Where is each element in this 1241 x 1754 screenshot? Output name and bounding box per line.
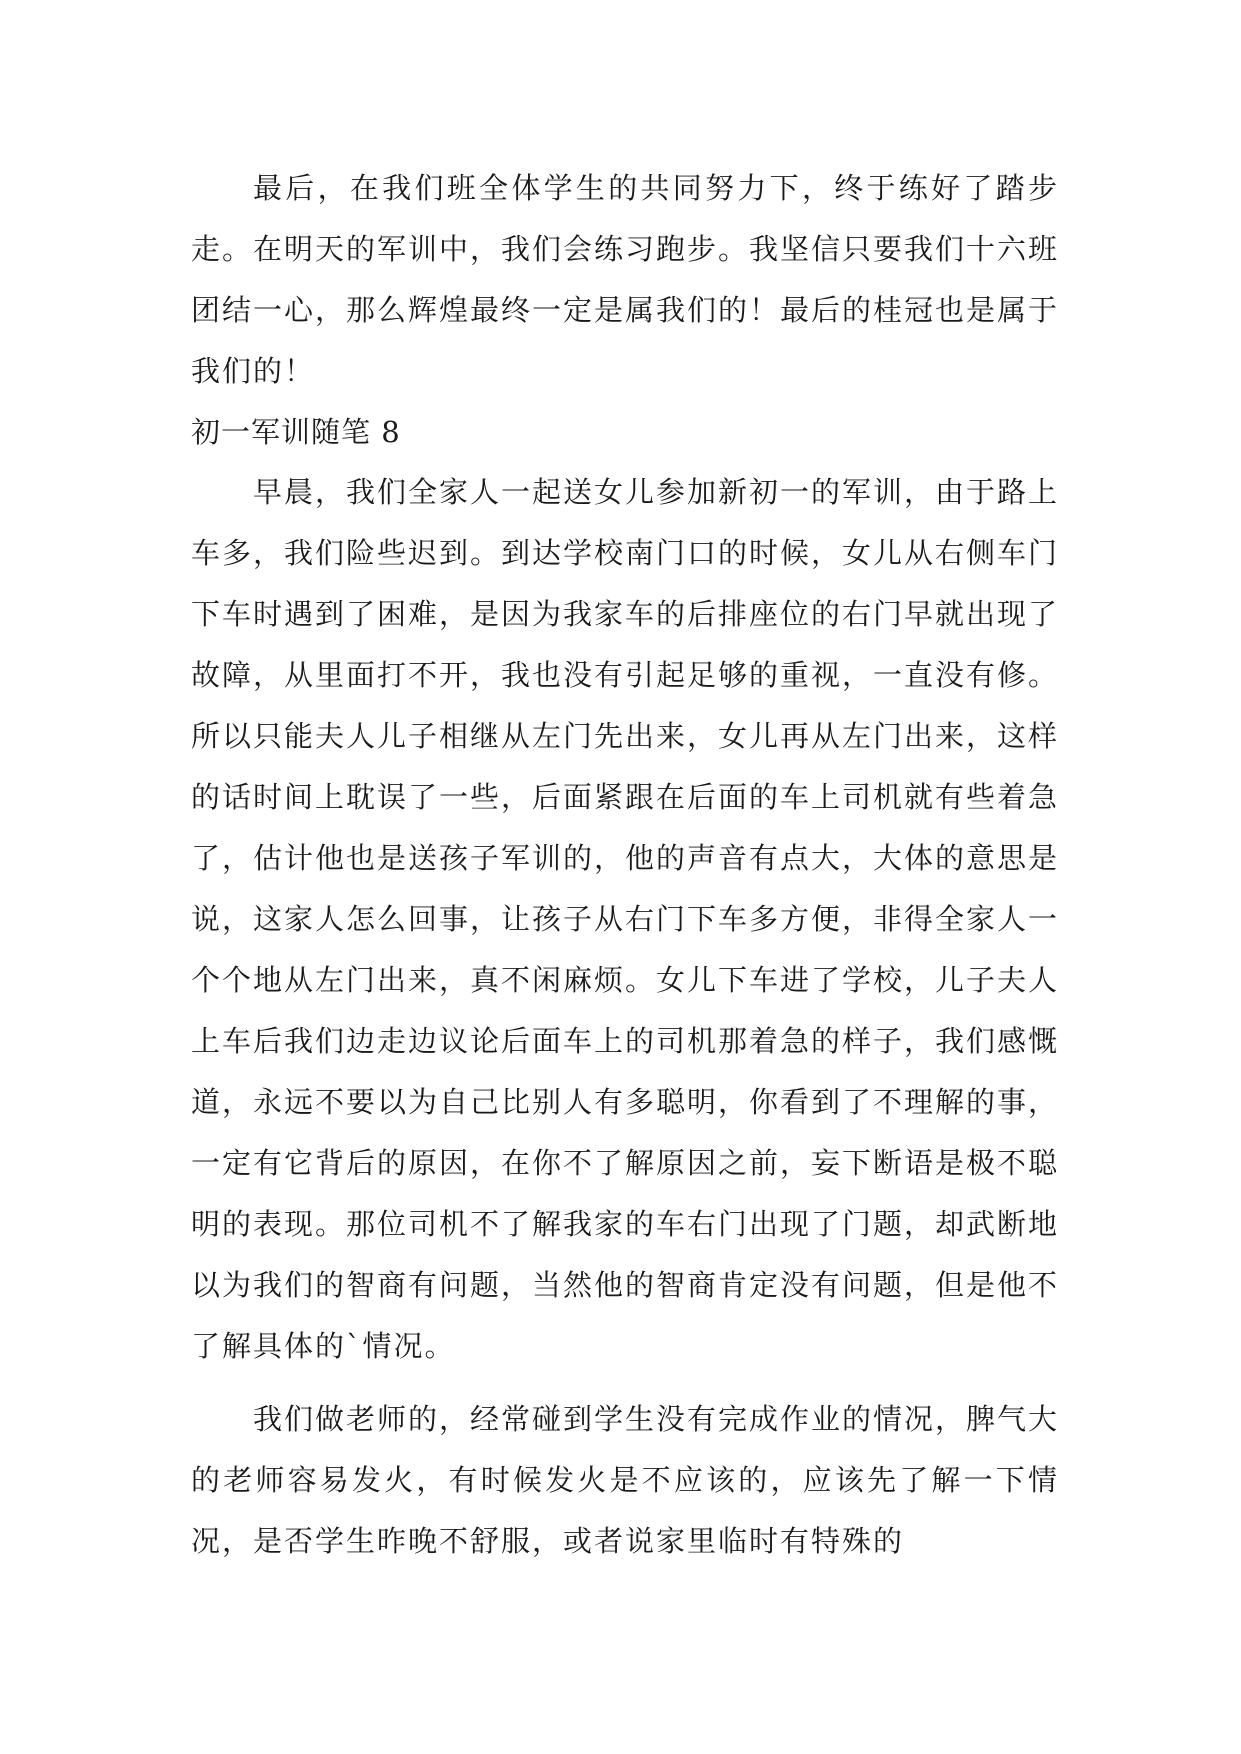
section-heading: 初一军训随笔 8 xyxy=(191,415,401,449)
paragraph-3: 我们做老师的，经常碰到学生没有完成作业的情况，脾气大的老师容易发火，有时候发火是不应该的，应该先了解一下情况，是否学生昨晚不舒服，或者说家里临时有特殊的 xyxy=(191,1402,1060,1558)
document-page xyxy=(191,158,1059,1572)
paragraph-gap xyxy=(191,1377,1059,1389)
paragraph-2: 早晨，我们全家人一起送女儿参加新初一的军训，由于路上车多，我们险些迟到。到达学校南门口的时候，女儿从右侧车门下车时遇到了困难，是因为我家车的后排座位的右门早就出现了故障，从里面打不开，我也没有引起足够的重视，一直没有修。所以只能夫人儿子相继从左门先出来，女儿再从左门出来，这样的话时间上耽误了一些，后面紧跟在后面的车上司机就有些着急了，估计他也是送孩子军训的，他的声音有点大，大体的意思是说，这家人怎么回事，让孩子从右门下车多方便，非得全家人一个个地从左门出来，真不闲麻烦。女儿下车进了学校，儿子夫人上车后我们边走边议论后面车上的司机那着急的样子，我们感慨道，永远不要以为自己比别人有多聪明，你看到了不理解的事，一定有它背后的原因，在你不了解原因之前，妄下断语是极不聪明的表现。那位司机不了解我家的车右门出现了门题，却武断地以为我们的智商有问题，当然他的智商肯定没有问题，但是他不了解具体的`情况。 xyxy=(191,475,1060,1363)
paragraph-1: 最后，在我们班全体学生的共同努力下，终于练好了踏步走。在明天的军训中，我们会练习跑步。我坚信只要我们十六班团结一心，那么辉煌最终一定是属我们的！最后的桂冠也是属于我们的！ xyxy=(191,171,1060,388)
